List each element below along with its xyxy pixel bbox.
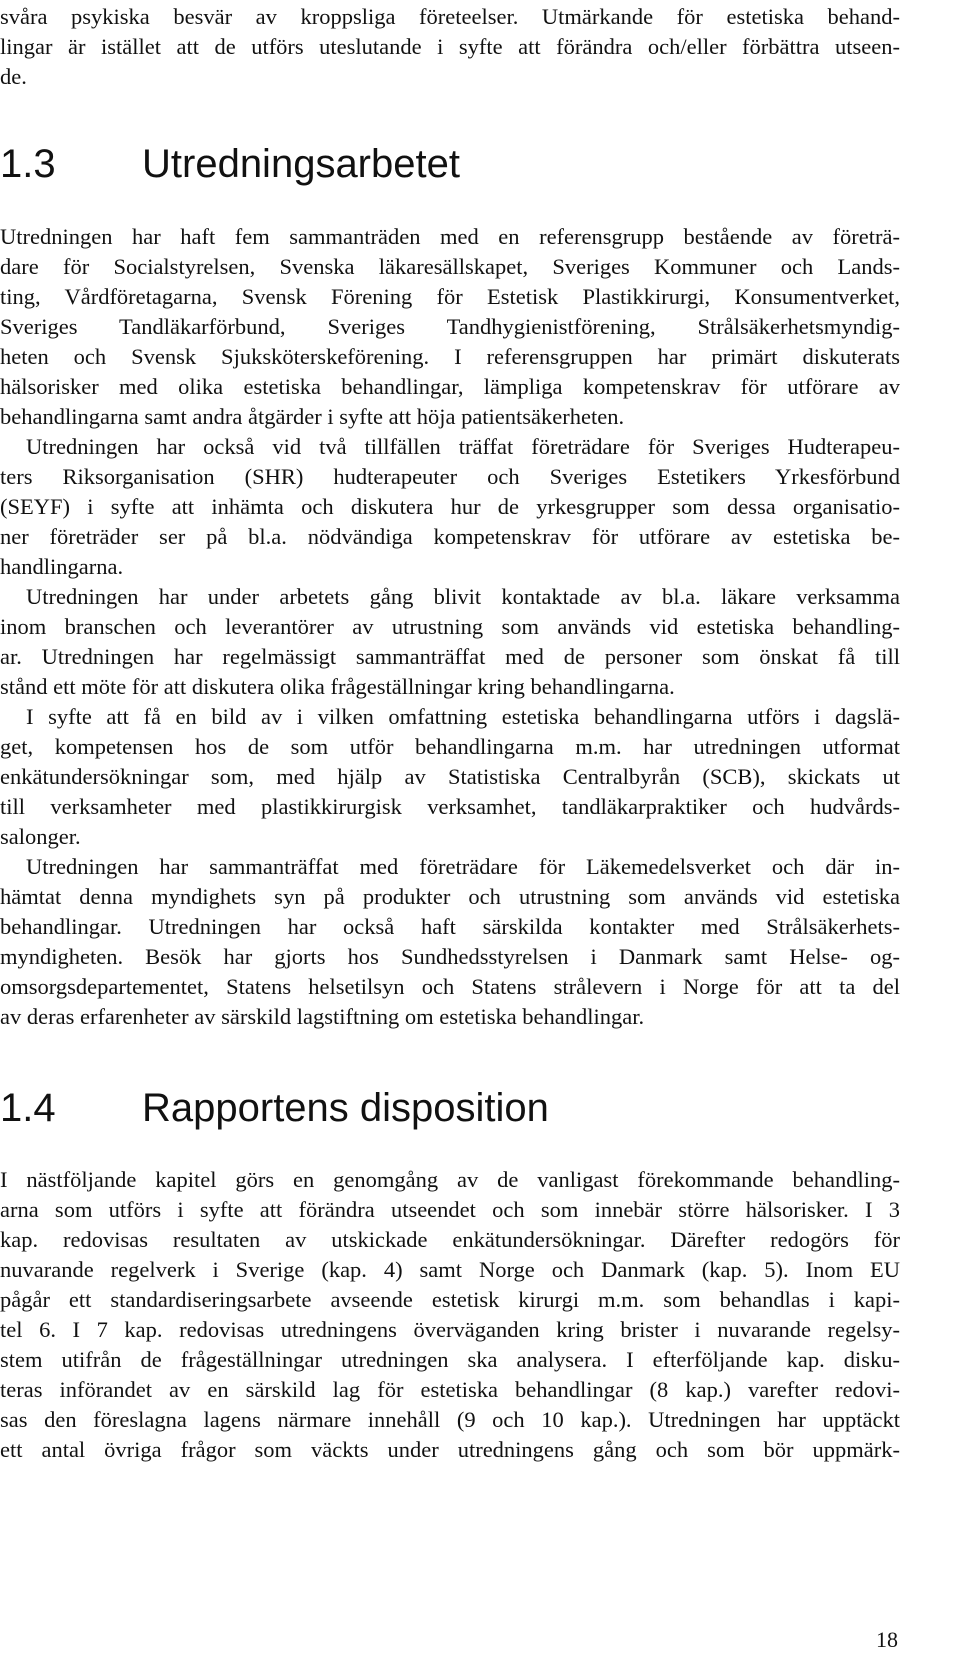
text-line: Sveriges Tandläkarförbund, Sveriges Tandhygienistförening, Strålsäkerhetsmyndig- [0, 314, 900, 339]
text-line: till verksamheter med plastikkirurgisk verksamhet, tandläkarpraktiker och hudvårds- [0, 794, 900, 819]
section-heading-1-4 [0, 1084, 549, 1132]
text-line: (SEYF) i syfte att inhämta och diskutera hur de yrkesgrupper som dessa organisatio- [0, 494, 900, 519]
text-line: Utredningen har också vid två tillfällen träffat företrädare för Sveriges Hudterapeu- [26, 434, 900, 459]
text-line: enkätundersökningar som, med hjälp av Statistiska Centralbyrån (SCB), skickats ut [0, 764, 900, 789]
section-title: Rapportens disposition [142, 1086, 549, 1130]
text-line: tel 6. I 7 kap. redovisas utredningens överväganden kring brister i nuvarande regelsy- [0, 1317, 900, 1342]
text-line: ett antal övriga frågor som väckts under utredningens gång och som bör uppmärk- [0, 1437, 900, 1462]
text-line: kap. redovisas resultaten av utskickade enkätundersökningar. Därefter redogörs för [0, 1227, 900, 1252]
text-line: Utredningen har sammanträffat med företrädare för Läkemedelsverket och där in- [26, 854, 900, 879]
text-line: I nästföljande kapitel görs en genomgång av de vanligast förekommande behandling- [0, 1167, 900, 1192]
text-line: handlingarna. [0, 554, 124, 579]
text-line: myndigheten. Besök har gjorts hos Sundhedsstyrelsen i Danmark samt Helse- og- [0, 944, 900, 969]
text-line: get, kompetensen hos de som utför behandlingarna m.m. har utredningen utformat [0, 734, 900, 759]
section-heading-1-3 [0, 140, 460, 188]
text-line: ters Riksorganisation (SHR) hudterapeuter och Sveriges Estetikers Yrkesförbund [0, 464, 900, 489]
text-line: behandlingarna samt andra åtgärder i syfte att höja patientsäkerheten. [0, 404, 625, 429]
section-number: 1.3 [0, 142, 56, 186]
text-line: hälsorisker med olika estetiska behandlingar, lämpliga kompetenskrav för utförare av [0, 374, 900, 399]
text-line: arna som utförs i syfte att förändra utseendet och som innebär större hälsorisker. I 3 [0, 1197, 900, 1222]
text-line: inom branschen och leverantörer av utrustning som används vid estetiska behandling- [0, 614, 900, 639]
text-line: svåra psykiska besvär av kroppsliga företeelser. Utmärkande för estetiska behand- [0, 4, 900, 29]
text-line: salonger. [0, 824, 81, 849]
text-line: nuvarande regelverk i Sverige (kap. 4) samt Norge och Danmark (kap. 5). Inom EU [0, 1257, 900, 1282]
text-line: stånd ett möte för att diskutera olika frågeställningar kring behandlingarna. [0, 674, 675, 699]
text-line: pågår ett standardiseringsarbete avseende estetisk kirurgi m.m. som behandlas i kapi- [0, 1287, 900, 1312]
text-line: behandlingar. Utredningen har också haft särskilda kontakter med Strålsäkerhets- [0, 914, 900, 939]
text-line: lingar är istället att de utförs uteslutande i syfte att förändra och/eller förbättra utseen- [0, 34, 900, 59]
text-line: I syfte att få en bild av i vilken omfattning estetiska behandlingarna utförs i dagslä- [26, 704, 900, 729]
text-line: stem utifrån de frågeställningar utredningen ska analysera. I efterföljande kap. disku- [0, 1347, 900, 1372]
text-line: ner företräder ser på bl.a. nödvändiga kompetenskrav för utförare av estetiska be- [0, 524, 900, 549]
text-line: Utredningen har haft fem sammanträden med en referensgrupp bestående av företrä- [0, 224, 900, 249]
text-line: ar. Utredningen har regelmässigt sammanträffat med de personer som önskat få till [0, 644, 900, 669]
text-line: Utredningen har under arbetets gång blivit kontaktade av bl.a. läkare verksamma [26, 584, 900, 609]
text-line: teras införandet av en särskild lag för estetiska behandlingar (8 kap.) varefter redovi- [0, 1377, 900, 1402]
page-number: 18 [876, 1627, 898, 1652]
text-line: sas den föreslagna lagens närmare innehåll (9 och 10 kap.). Utredningen har upptäckt [0, 1407, 900, 1432]
section-number: 1.4 [0, 1086, 56, 1130]
text-line: hämtat denna myndighets syn på produkter och utrustning som används vid estetiska [0, 884, 900, 909]
text-line: de. [0, 64, 27, 89]
section-title: Utredningsarbetet [142, 142, 460, 186]
text-line: av deras erfarenheter av särskild lagstiftning om estetiska behandlingar. [0, 1004, 645, 1029]
text-line: dare för Socialstyrelsen, Svenska läkaresällskapet, Sveriges Kommuner och Lands- [0, 254, 900, 279]
text-line: omsorgsdepartementet, Statens helsetilsyn och Statens strålevern i Norge för att ta del [0, 974, 900, 999]
text-line: heten och Svensk Sjuksköterskeförening. I referensgruppen har primärt diskuterats [0, 344, 900, 369]
text-line: ting, Vårdföretagarna, Svensk Förening för Estetisk Plastikkirurgi, Konsumentverket, [0, 284, 900, 309]
